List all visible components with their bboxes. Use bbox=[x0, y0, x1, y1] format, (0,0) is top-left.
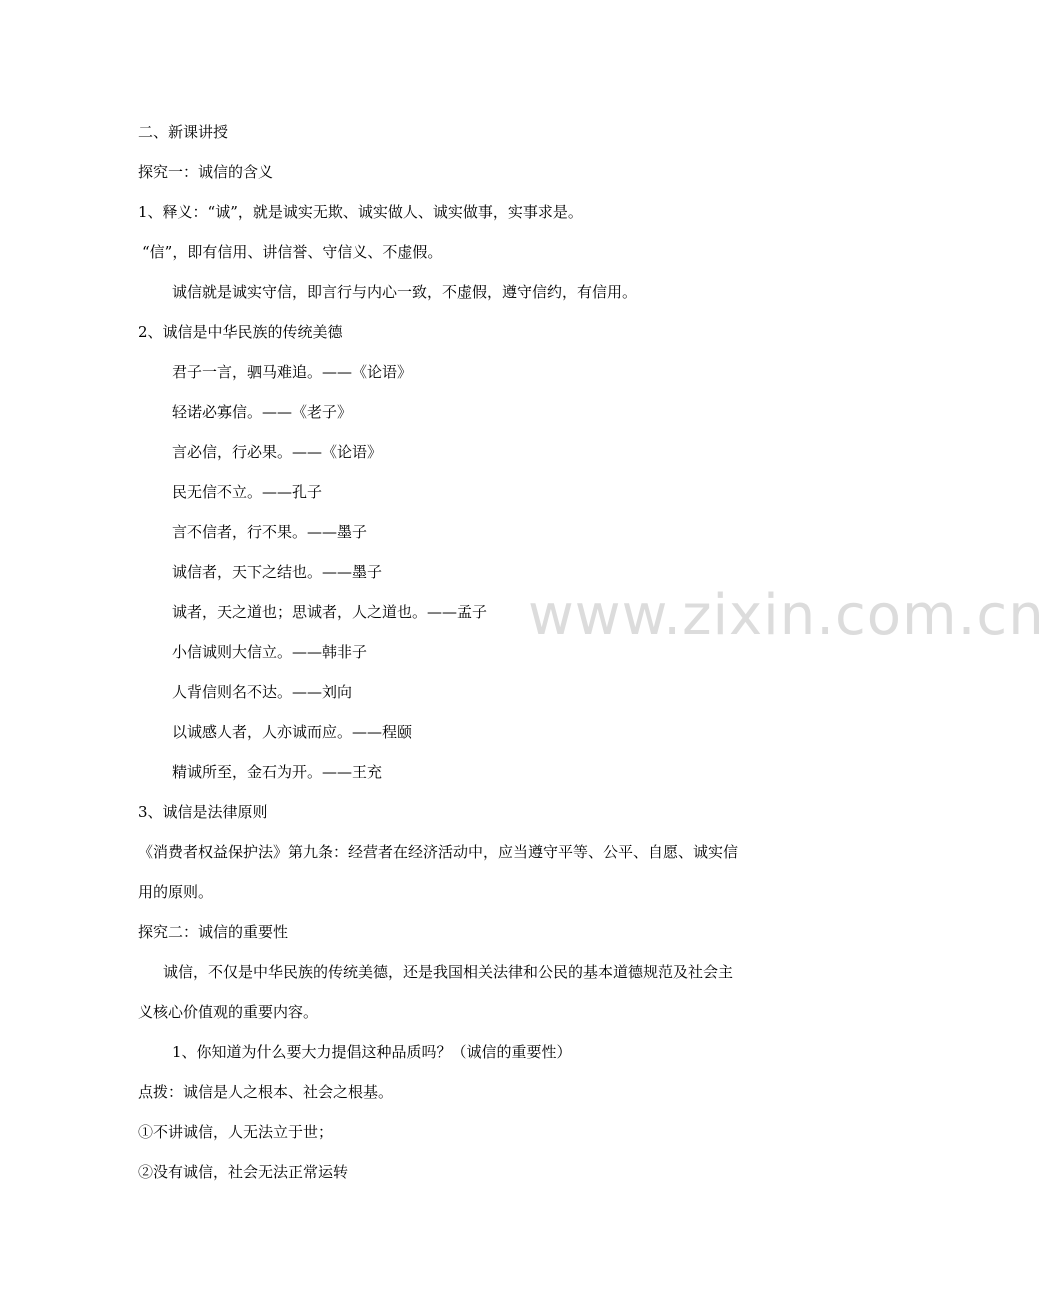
quote-line: 小信诚则大信立。——韩非子 bbox=[172, 643, 368, 661]
paragraph-line: 《消费者权益保护法》第九条：经营者在经济活动中，应当遵守平等、公平、自愿、诚实信 bbox=[138, 843, 739, 861]
quote-line: 诚信者，天下之结也。——墨子 bbox=[172, 563, 383, 581]
quote-line: 言不信者，行不果。——墨子 bbox=[172, 523, 368, 541]
quote-line: 诚者，天之道也；思诚者，人之道也。——孟子 bbox=[172, 603, 488, 621]
subsection-heading: 3、诚信是法律原则 bbox=[138, 803, 268, 821]
paragraph-line: 用的原则。 bbox=[138, 883, 214, 901]
subsection-heading: 2、诚信是中华民族的传统美德 bbox=[138, 323, 343, 341]
paragraph-line: 诚信，不仅是中华民族的传统美德，还是我国相关法律和公民的基本道德规范及社会主 bbox=[163, 963, 734, 981]
quote-line: 精诚所至，金石为开。——王充 bbox=[172, 763, 383, 781]
subsection-heading: 探究二：诚信的重要性 bbox=[138, 923, 289, 941]
quote-line: 君子一言，驷马难追。——《论语》 bbox=[172, 363, 413, 381]
paragraph-line: 义核心价值观的重要内容。 bbox=[138, 1003, 319, 1021]
paragraph-line: “信”，即有信用、讲信誉、守信义、不虚假。 bbox=[142, 243, 443, 261]
paragraph-line: 1、释义：“诚”，就是诚实无欺、诚实做人、诚实做事，实事求是。 bbox=[138, 203, 583, 221]
subsection-heading: 探究一：诚信的含义 bbox=[138, 163, 274, 181]
list-item: ②没有诚信，社会无法正常运转 bbox=[138, 1163, 349, 1181]
question-line: 1、你知道为什么要大力提倡这种品质吗？（诚信的重要性） bbox=[172, 1043, 572, 1061]
paragraph-line: 诚信就是诚实守信，即言行与内心一致，不虚假，遵守信约，有信用。 bbox=[172, 283, 638, 301]
quote-line: 人背信则名不达。——刘向 bbox=[172, 683, 353, 701]
quote-line: 轻诺必寡信。——《老子》 bbox=[172, 403, 353, 421]
quote-line: 言必信，行必果。——《论语》 bbox=[172, 443, 383, 461]
paragraph-line: 点拨：诚信是人之根本、社会之根基。 bbox=[138, 1083, 394, 1101]
section-heading: 二、新课讲授 bbox=[138, 123, 229, 141]
watermark-text: www.zixin.com.cn bbox=[528, 583, 1045, 648]
quote-line: 以诚感人者，人亦诚而应。——程颐 bbox=[172, 723, 413, 741]
quote-line: 民无信不立。——孔子 bbox=[172, 483, 323, 501]
list-item: ①不讲诚信，人无法立于世； bbox=[138, 1123, 334, 1141]
